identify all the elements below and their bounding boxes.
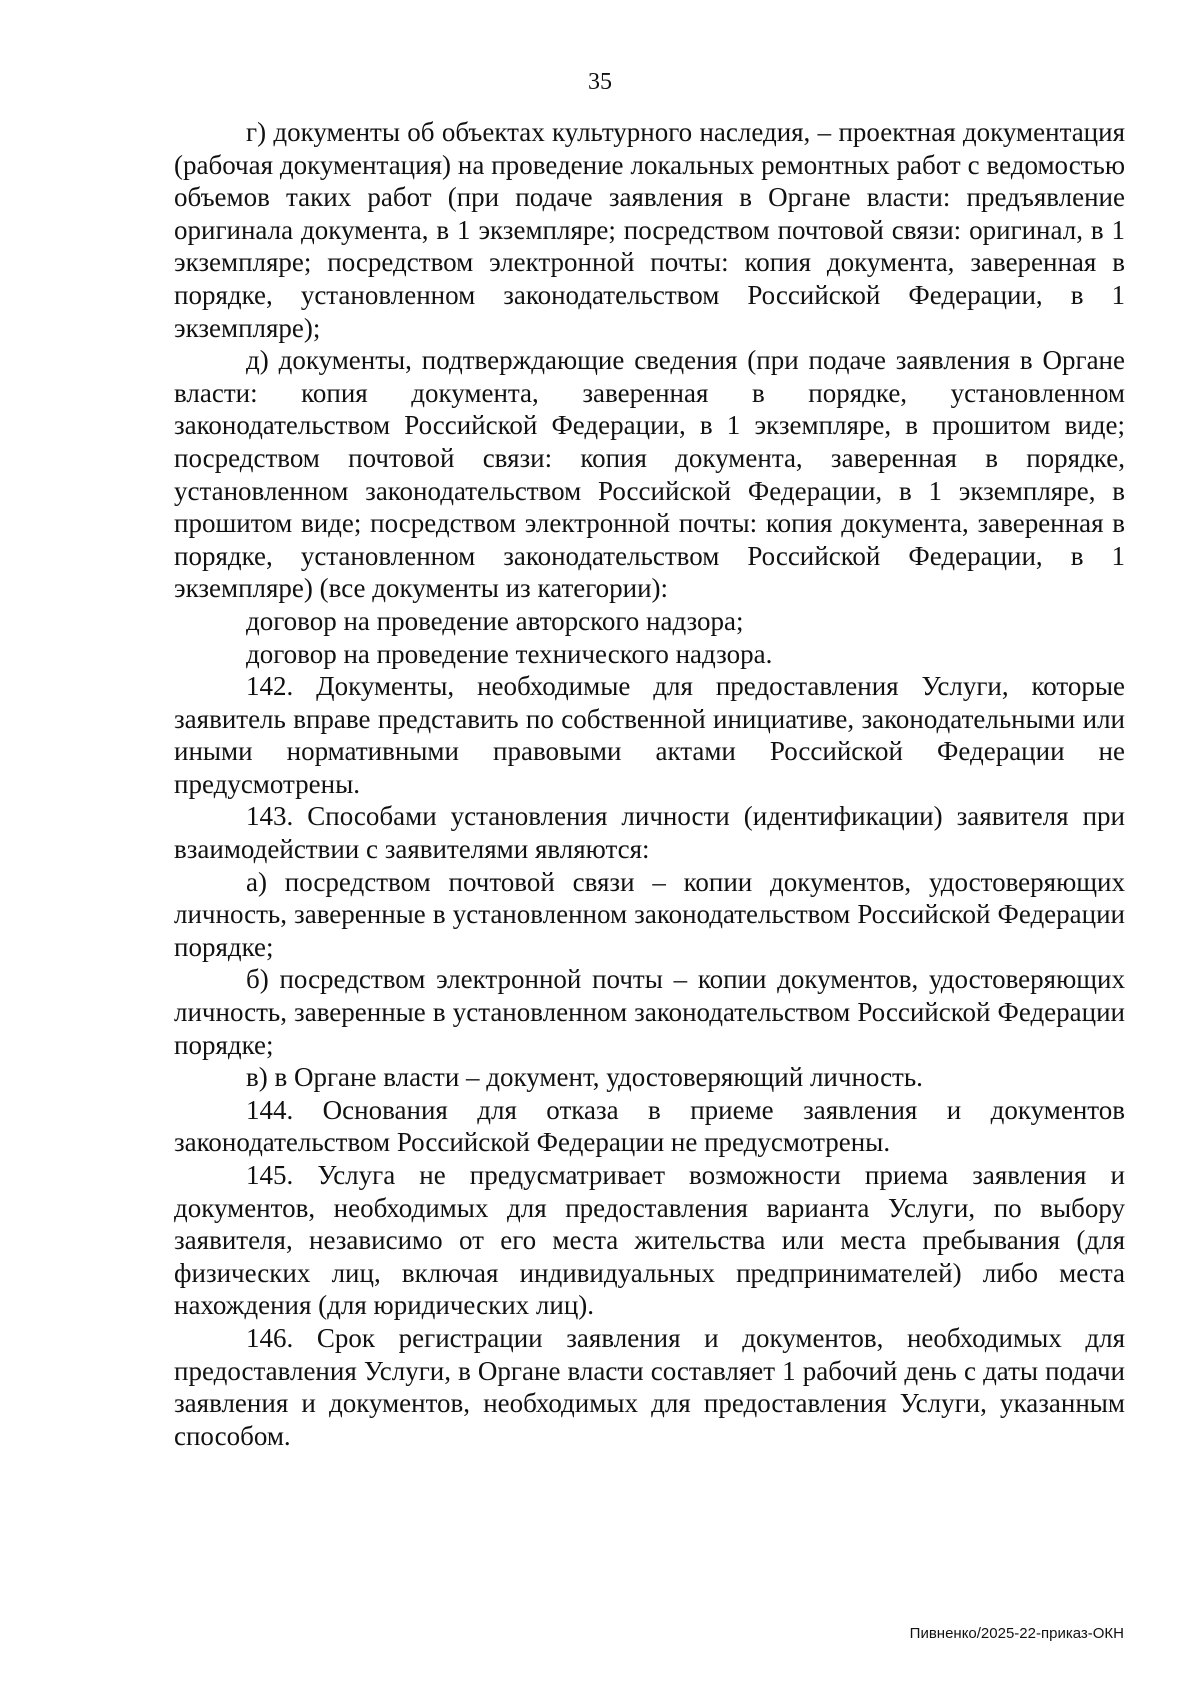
paragraph-143-a: а) посредством почтовой связи – копии документов, удостоверяющих личность, заверенные в установленном законодательством Российской Федерации порядке; [174, 866, 1125, 962]
paragraph-d-confirming-docs: д) документы, подтверждающие сведения (при подаче заявления в Органе власти: копия документа, заверенная в порядке, установленном законодательством Российской Федерации, в 1 экземпляре, в прошитом виде; посредством почтовой связи: копия документа, заверенная в порядке, установленном законодательством Российской Федерации, в 1 экземпляре, в прошитом виде; посредством электронной почты: копия документа, заверенная в порядке, установленном законодательством Российской Федерации, в 1 экземпляре) (все документы из категории): [174, 345, 1125, 604]
document-body [174, 116, 1125, 1452]
paragraph-146: 146. Срок регистрации заявления и документов, необходимых для предоставления Услуги, в Органе власти составляет 1 рабочий день с даты подачи заявления и документов, необходимых для предоставления Услуги, указанным способом. [174, 1322, 1125, 1451]
paragraph-143-v: в) в Органе власти – документ, удостоверяющий личность. [246, 1062, 923, 1093]
paragraph-143-b: б) посредством электронной почты – копии документов, удостоверяющих личность, заверенные в установленном законодательством Российской Федерации порядке; [174, 964, 1125, 1060]
page-number: 35 [588, 69, 612, 95]
paragraph-142: 142. Документы, необходимые для предоставления Услуги, которые заявитель вправе представить по собственной инициативе, законодательными или иными нормативными правовыми актами Российской Федерации не предусмотрены. [174, 671, 1125, 799]
list-item-technical-supervision: договор на проведение технического надзора. [246, 638, 773, 669]
paragraph-145: 145. Услуга не предусматривает возможности приема заявления и документов, необходимых для предоставления варианта Услуги, по выбору заявителя, независимо от его места жительства или места пребывания (для физических лиц, включая индивидуальных предпринимателей) либо места нахождения (для юридических лиц). [174, 1160, 1125, 1321]
paragraph-g-cultural-heritage-docs: г) документы об объектах культурного наследия, – проектная документация (рабочая документация) на проведение локальных ремонтных работ с ведомостью объемов таких работ (при подаче заявления в Органе власти: предъявление оригинала документа, в 1 экземпляре; посредством почтовой связи: оригинал, в 1 экземпляре; посредством электронной почты: копия документа, заверенная в порядке, установленном законодательством Российской Федерации, в 1 экземпляре); [174, 117, 1125, 343]
paragraph-144: 144. Основания для отказа в приеме заявления и документов законодательством Российской Федерации не предусмотрены. [174, 1094, 1125, 1158]
list-item-author-supervision: договор на проведение авторского надзора; [246, 605, 744, 636]
footer-document-id: Пивненко/2025-22-приказ-ОКН [909, 1625, 1124, 1642]
paragraph-143: 143. Способами установления личности (идентификации) заявителя при взаимодействии с заявителями являются: [174, 801, 1125, 865]
